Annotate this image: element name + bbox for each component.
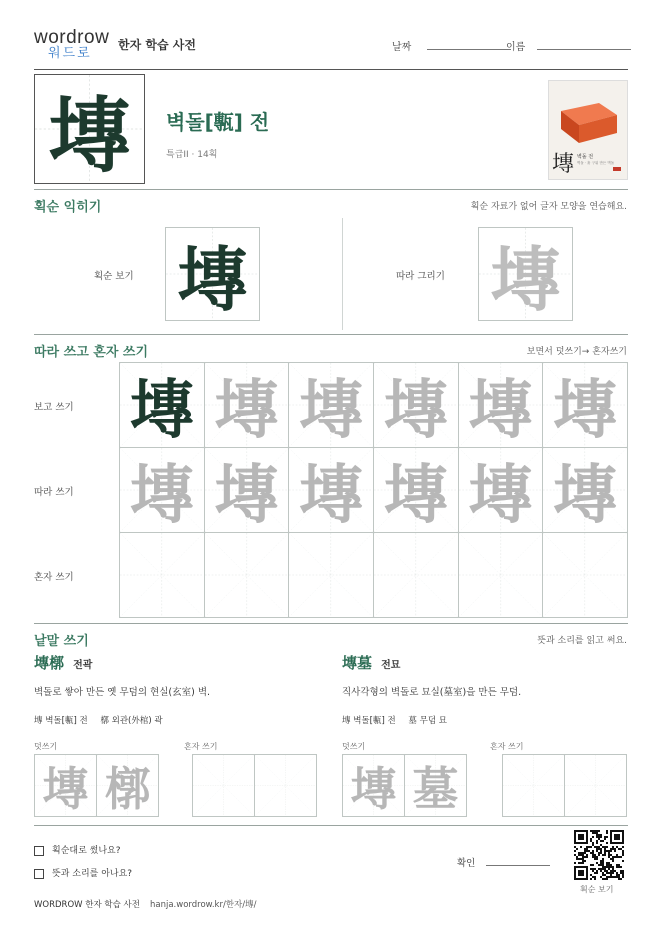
words-note: 뜻과 소리를 읽고 써요. xyxy=(537,636,627,646)
word-2-trace-cell-1[interactable] xyxy=(342,754,405,817)
word-trace-glyph: 墓 xyxy=(412,761,459,816)
practice-cell-r3-c3[interactable] xyxy=(288,532,374,618)
practice-grid xyxy=(119,362,627,617)
brick-caption-sub: 벽돌 · 흙 구워 만든 벽돌 xyxy=(577,161,615,165)
practice-glyph: 塼 xyxy=(129,458,194,533)
practice-glyph: 塼 xyxy=(468,458,533,533)
date-field[interactable] xyxy=(392,38,511,53)
cell-guide-lines xyxy=(565,755,626,816)
practice-glyph: 塼 xyxy=(553,373,618,448)
stroke-vertical-divider xyxy=(342,218,343,330)
stroke-note: 획순 자료가 없어 글자 모양을 연습해요. xyxy=(470,202,627,212)
practice-cell-r1-c3[interactable] xyxy=(288,362,374,448)
practice-glyph: 塼 xyxy=(383,373,448,448)
checkbox-icon[interactable] xyxy=(34,846,44,856)
practice-glyph: 塼 xyxy=(383,458,448,533)
confirm-field[interactable] xyxy=(457,855,550,869)
word-2-char2-gloss: 무덤 묘 xyxy=(419,716,447,726)
word-2-solo-cell-1[interactable] xyxy=(502,754,565,817)
header-divider xyxy=(34,69,628,70)
practice-cell-r2-c4[interactable] xyxy=(373,447,459,533)
practice-cell-r3-c2[interactable] xyxy=(204,532,290,618)
cell-guide-lines xyxy=(193,755,254,816)
word-2-trace-cell-2[interactable] xyxy=(404,754,467,817)
stroke-trace-box[interactable] xyxy=(478,227,573,321)
cell-guide-lines xyxy=(205,533,289,617)
word-1-solo-label: 혼자 쓰기 xyxy=(184,742,218,751)
words-section-title: 낱말 쓰기 xyxy=(34,634,89,649)
checklist-item-2-label: 뜻과 소리를 아나요? xyxy=(52,869,133,879)
date-line xyxy=(427,49,511,50)
brick-image xyxy=(548,80,628,180)
practice-cell-r1-c5[interactable] xyxy=(458,362,544,448)
practice-cell-r3-c6[interactable] xyxy=(542,532,628,618)
practice-cell-r3-c4[interactable] xyxy=(373,532,459,618)
stroke-view-label: 획순 보기 xyxy=(94,271,134,282)
qr-caption: 획순 보기 xyxy=(580,885,614,894)
practice-note: 보면서 덧쓰기→ 혼자쓰기 xyxy=(526,347,627,357)
date-label: 날짜 xyxy=(392,42,412,53)
stroke-divider xyxy=(34,334,628,335)
hero-character-box xyxy=(34,74,145,184)
stroke-section-title: 획순 익히기 xyxy=(34,200,102,215)
word-1-char1: 塼 xyxy=(34,716,43,726)
practice-glyph: 塼 xyxy=(214,373,279,448)
stroke-trace-label: 따라 그리기 xyxy=(396,271,445,282)
word-1-solo-cell-1[interactable] xyxy=(192,754,255,817)
word-1 xyxy=(34,652,324,673)
practice-glyph: 塼 xyxy=(214,458,279,533)
practice-cell-r2-c3[interactable] xyxy=(288,447,374,533)
footer-brand: WORDROW 한자 학습 사전 xyxy=(34,900,140,910)
practice-glyph: 塼 xyxy=(468,373,533,448)
brick-caption-meaning: 벽돌 전 xyxy=(577,154,594,160)
name-label: 이름 xyxy=(506,42,526,53)
word-2 xyxy=(342,652,632,673)
practice-cell-r2-c2[interactable] xyxy=(204,447,290,533)
practice-cell-r1-c1[interactable] xyxy=(119,362,205,448)
practice-glyph: 塼 xyxy=(553,458,618,533)
word-1-trace-cell-2[interactable] xyxy=(96,754,159,817)
word-2-trace-label: 덧쓰기 xyxy=(342,742,366,751)
word-1-trace-label: 덧쓰기 xyxy=(34,742,58,751)
cell-guide-lines xyxy=(255,755,316,816)
qr-code-icon[interactable] xyxy=(574,830,624,880)
hero-character: 塼 xyxy=(48,87,131,184)
logo-korean: 워드로 xyxy=(48,46,92,61)
practice-cell-r3-c5[interactable] xyxy=(458,532,544,618)
practice-cell-r2-c5[interactable] xyxy=(458,447,544,533)
word-2-solo-cell-2[interactable] xyxy=(564,754,627,817)
qr-code-graphic xyxy=(574,830,624,880)
word-2-char2: 墓 xyxy=(408,716,417,726)
practice-row-label-3: 혼자 쓰기 xyxy=(34,572,74,583)
practice-glyph: 塼 xyxy=(129,373,194,448)
word-2-hanja: 塼墓 xyxy=(342,654,373,672)
word-1-char2-gloss: 외관(外棺) 곽 xyxy=(111,716,163,726)
hero-divider xyxy=(34,189,628,190)
name-line xyxy=(537,49,631,50)
confirm-line xyxy=(486,865,550,866)
practice-glyph: 塼 xyxy=(299,458,364,533)
checkbox-icon[interactable] xyxy=(34,869,44,879)
word-2-solo-label: 혼자 쓰기 xyxy=(490,742,524,751)
checklist-item-2[interactable] xyxy=(34,866,132,879)
app-title: 한자 학습 사전 xyxy=(118,38,196,52)
practice-cell-r3-c1[interactable] xyxy=(119,532,205,618)
word-2-gloss xyxy=(342,714,447,726)
checklist-item-1[interactable] xyxy=(34,843,121,856)
brick-caption-char: 塼 xyxy=(552,152,575,177)
word-2-char1-gloss: 벽돌[甎] 전 xyxy=(353,716,396,726)
checklist-item-1-label: 획순대로 썼나요? xyxy=(52,846,121,856)
stroke-view-character: 塼 xyxy=(177,237,248,321)
practice-cell-r2-c6[interactable] xyxy=(542,447,628,533)
practice-cell-r1-c6[interactable] xyxy=(542,362,628,448)
word-1-trace-cell-1[interactable] xyxy=(34,754,97,817)
word-1-solo-cell-2[interactable] xyxy=(254,754,317,817)
word-trace-glyph: 塼 xyxy=(42,761,89,816)
word-1-gloss xyxy=(34,714,163,726)
words-divider xyxy=(34,825,628,826)
word-1-char1-gloss: 벽돌[甎] 전 xyxy=(45,716,88,726)
practice-divider xyxy=(34,623,628,624)
cell-guide-lines xyxy=(543,533,627,617)
practice-cell-r1-c2[interactable] xyxy=(204,362,290,448)
stroke-trace-character: 塼 xyxy=(490,237,561,321)
cell-guide-lines xyxy=(289,533,373,617)
cell-guide-lines xyxy=(120,533,204,617)
practice-row-label-2: 따라 쓰기 xyxy=(34,487,74,498)
practice-row-label-1: 보고 쓰기 xyxy=(34,402,74,413)
practice-cell-r1-c4[interactable] xyxy=(373,362,459,448)
practice-section-title: 따라 쓰고 혼자 쓰기 xyxy=(34,345,149,360)
word-trace-glyph: 槨 xyxy=(104,761,151,816)
word-trace-glyph: 塼 xyxy=(350,761,397,816)
word-1-char2: 槨 xyxy=(100,716,109,726)
practice-cell-r2-c1[interactable] xyxy=(119,447,205,533)
logo-wordmark: wordrow xyxy=(34,27,110,48)
word-2-definition: 직사각형의 벽돌로 묘실(墓室)을 만든 무덤. xyxy=(342,687,522,698)
stroke-view-box xyxy=(165,227,260,321)
footer-url[interactable]: hanja.wordrow.kr/한자/塼/ xyxy=(150,900,257,910)
word-2-reading: 전묘 xyxy=(381,660,401,671)
cell-guide-lines xyxy=(459,533,543,617)
practice-glyph: 塼 xyxy=(299,373,364,448)
cell-guide-lines xyxy=(374,533,458,617)
hero-meaning: 벽돌[甎] 전 xyxy=(166,110,270,134)
logo xyxy=(34,28,114,64)
word-1-hanja: 塼槨 xyxy=(34,654,65,672)
hero-level: 특급II · 14획 xyxy=(166,150,218,160)
word-1-reading: 전곽 xyxy=(73,660,93,671)
cell-guide-lines xyxy=(503,755,564,816)
name-field[interactable] xyxy=(506,38,631,53)
word-1-definition: 벽돌로 쌓아 만든 옛 무덤의 현실(玄室) 벽. xyxy=(34,687,211,698)
word-2-char1: 塼 xyxy=(342,716,351,726)
confirm-label: 확인 xyxy=(457,858,476,869)
